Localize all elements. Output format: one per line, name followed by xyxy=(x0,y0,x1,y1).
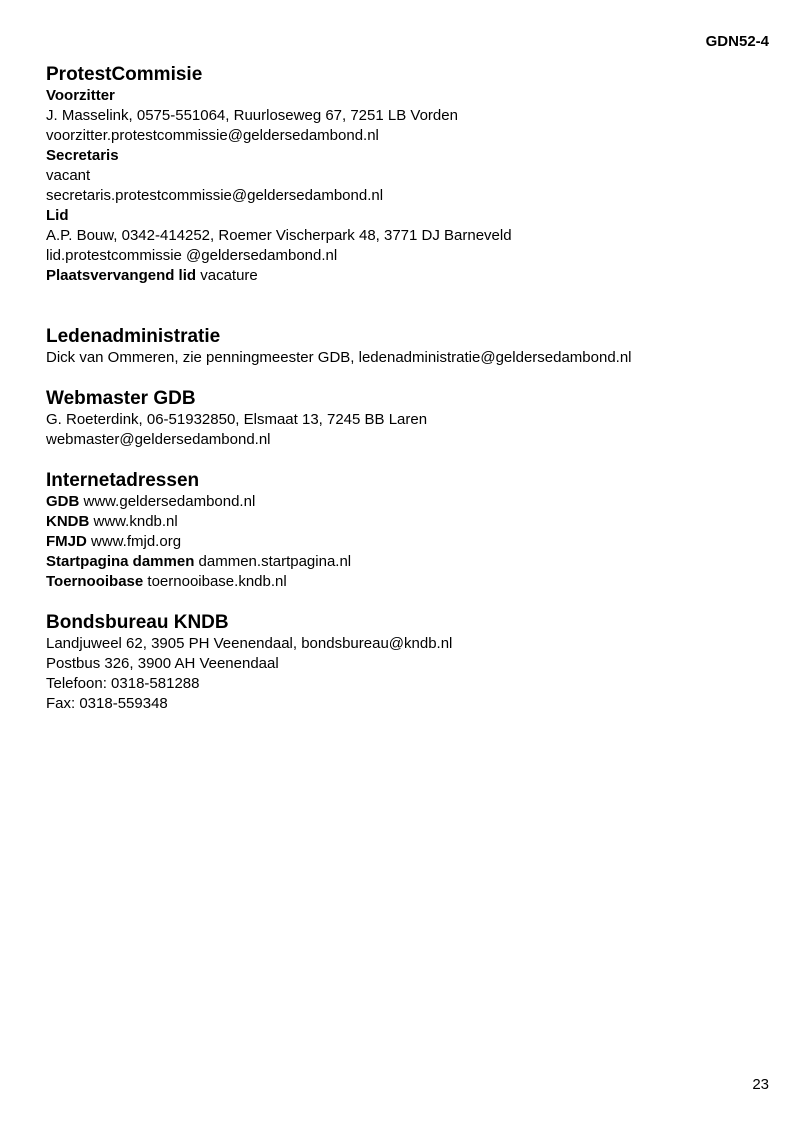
text-line xyxy=(46,348,770,368)
text-line xyxy=(46,226,770,246)
line-bold-label: Startpagina dammen xyxy=(46,553,195,570)
section-internetadressen xyxy=(46,470,770,592)
section-bondsbureau-kndb xyxy=(46,612,770,714)
line-text: voorzitter.protestcommissie@geldersedambond.nl xyxy=(46,127,379,144)
line-text: A.P. Bouw, 0342-414252, Roemer Vischerpark 48, 3771 DJ Barneveld xyxy=(46,227,512,244)
section-title: Bondsbureau KNDB xyxy=(46,612,229,633)
line-text: www.geldersedambond.nl xyxy=(79,493,256,510)
section-title: Webmaster GDB xyxy=(46,388,196,409)
section-title: ProtestCommisie xyxy=(46,64,203,85)
line-text: Fax: 0318-559348 xyxy=(46,695,168,712)
text-line xyxy=(46,266,770,286)
section-title: Ledenadministratie xyxy=(46,326,221,347)
line-bold-label: Lid xyxy=(46,207,69,224)
text-line xyxy=(46,410,770,430)
section-protestcommisie xyxy=(46,64,770,286)
line-text: Dick van Ommeren, zie penningmeester GDB, ledenadministratie@geldersedambond.nl xyxy=(46,349,632,366)
text-line xyxy=(46,634,770,654)
line-text: Telefoon: 0318-581288 xyxy=(46,675,200,692)
text-line xyxy=(46,186,770,206)
text-line xyxy=(46,106,770,126)
line-bold-label: Secretaris xyxy=(46,147,119,164)
text-line xyxy=(46,654,770,674)
line-text: J. Masselink, 0575-551064, Ruurloseweg 67, 7251 LB Vorden xyxy=(46,107,458,124)
text-line xyxy=(46,552,770,572)
line-text: Landjuweel 62, 3905 PH Veenendaal, bondsbureau@kndb.nl xyxy=(46,635,453,652)
line-text: vacature xyxy=(196,267,258,284)
text-line xyxy=(46,492,770,512)
line-text: Postbus 326, 3900 AH Veenendaal xyxy=(46,655,279,672)
line-text: toernooibase.kndb.nl xyxy=(143,573,287,590)
line-text: www.fmjd.org xyxy=(86,533,182,550)
line-text: secretaris.protestcommissie@geldersedambond.nl xyxy=(46,187,384,204)
section-ledenadministratie xyxy=(46,326,770,368)
text-line xyxy=(46,674,770,694)
text-line xyxy=(46,206,770,226)
text-line xyxy=(46,246,770,266)
line-bold-label: Toernooibase xyxy=(46,573,144,590)
line-text: webmaster@geldersedambond.nl xyxy=(46,431,271,448)
line-bold-label: Plaatsvervangend lid xyxy=(46,267,197,284)
text-line xyxy=(46,694,770,714)
line-text: G. Roeterdink, 06-51932850, Elsmaat 13, 7245 BB Laren xyxy=(46,411,428,428)
text-line xyxy=(46,146,770,166)
line-text: vacant xyxy=(46,167,91,184)
page-number: 23 xyxy=(752,1076,769,1093)
section-webmaster-gdb xyxy=(46,388,770,450)
line-bold-label: FMJD xyxy=(46,533,87,550)
text-line xyxy=(46,572,770,592)
text-line xyxy=(46,512,770,532)
text-line xyxy=(46,126,770,146)
line-bold-label: Voorzitter xyxy=(46,87,115,104)
text-line xyxy=(46,532,770,552)
line-bold-label: KNDB xyxy=(46,513,90,530)
document-content xyxy=(46,64,770,714)
document-code: GDN52-4 xyxy=(705,33,769,50)
line-text: www.kndb.nl xyxy=(89,513,178,530)
line-text: dammen.startpagina.nl xyxy=(194,553,352,570)
line-text: lid.protestcommissie @geldersedambond.nl xyxy=(46,247,338,264)
line-bold-label: GDB xyxy=(46,493,80,510)
text-line xyxy=(46,166,770,186)
text-line xyxy=(46,86,770,106)
text-line xyxy=(46,430,770,450)
section-title: Internetadressen xyxy=(46,470,200,491)
